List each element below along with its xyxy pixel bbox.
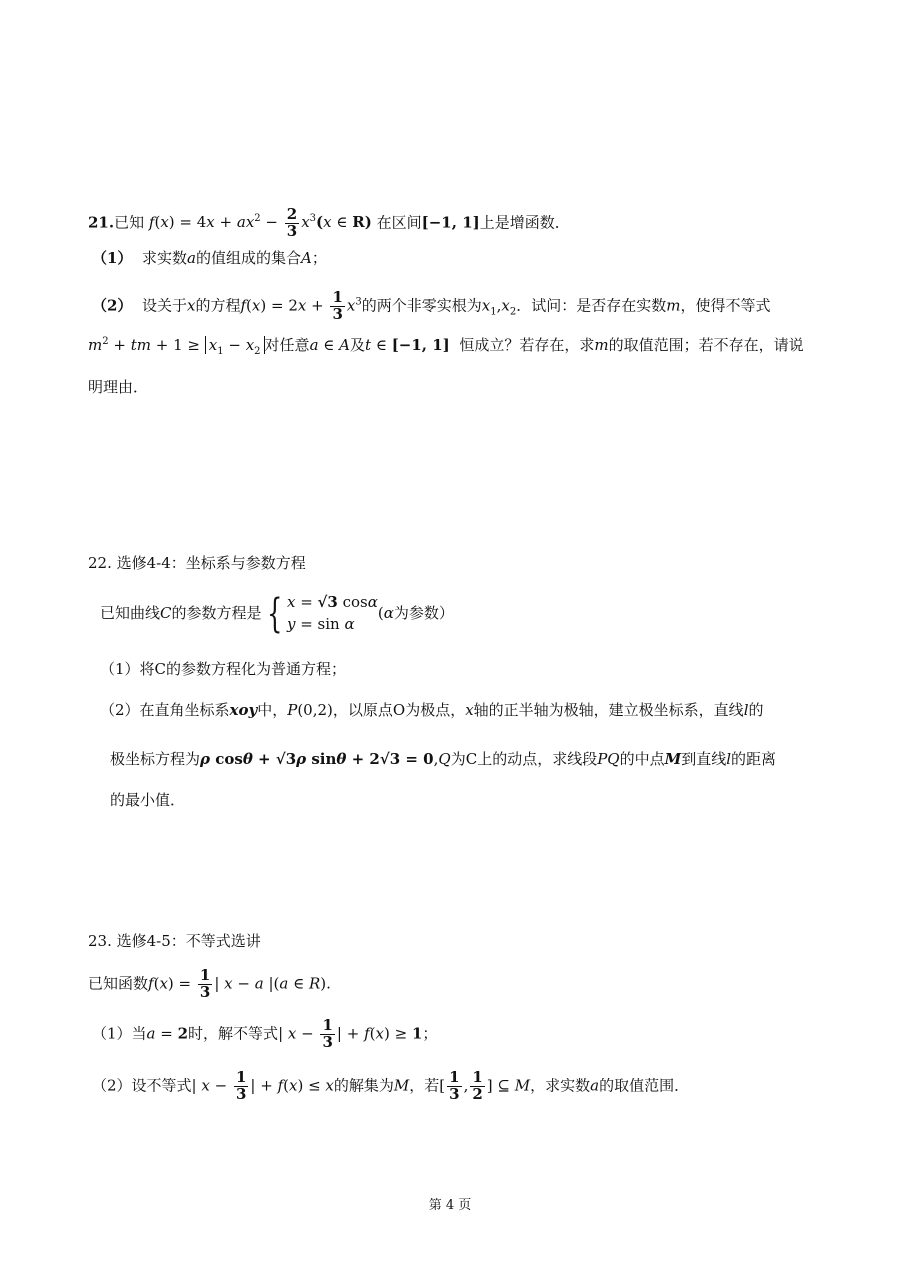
q22-part2-line2-a: 极坐标方程为 <box>110 750 201 768</box>
q21-intro: 已知 <box>114 213 145 232</box>
q22-part2-line2-d: 到直线 <box>681 750 727 768</box>
q22-part2-b: 中， <box>257 701 288 719</box>
q22-system: x = √3 cosα y = sin α <box>286 593 378 633</box>
q21-line1 <box>88 207 570 240</box>
q21-line3-text4: 的取值范围；若不存在，请说 <box>608 336 804 354</box>
q23-part1-a: （1）当 <box>92 1024 147 1043</box>
q21-line3-text: 对任意 <box>264 336 310 354</box>
q21-part1-end: ； <box>311 249 327 267</box>
q21-part2: （2） 设关于x的方程f(x) = 2x + $\frac{1}{3}$ $x^3$的两个非零实根为$x_1,x_2$．试问：是否存在实数m，使得不等式 <box>92 288 771 323</box>
q23-part2-fraction-b: $\frac{1}{2}$ <box>472 1068 483 1103</box>
q22-part2-d: 轴的正半轴为极轴，建立极坐标系，直线 <box>473 701 744 719</box>
q23-stem: 已知函数f(x) = $\frac{1}{3}$ | x − a |(a ∈ R). <box>88 966 331 1001</box>
q21-interval-label: 在区间 <box>376 213 422 232</box>
q21-line3-text2: 及 <box>350 336 366 354</box>
q21-part1-text: 求实数 <box>141 249 187 267</box>
q21-part2-text5: ，使得不等式 <box>680 296 771 315</box>
q23-part2-a: （2）设不等式 <box>92 1076 192 1095</box>
q23-part2-fraction-a: $\frac{1}{3}$ <box>449 1068 460 1103</box>
q22-part1: （1）将C的参数方程化为普通方程； <box>100 660 347 678</box>
q22-part2-e: 的 <box>748 701 764 719</box>
q23-part2-d: ，求实数 <box>530 1076 591 1095</box>
q23-stem-fraction: $\frac{1}{3}$ <box>199 966 211 1001</box>
q23-part2-e: 的取值范围． <box>599 1076 690 1095</box>
q21-part2-fraction: $\frac{1}{3}$ <box>332 288 343 323</box>
q23-part1-fraction: $\frac{1}{3}$ <box>322 1016 333 1051</box>
q21-part1-text2: 的值组成的集合 <box>195 249 301 267</box>
q21-part2-text4: ．试问：是否存在实数 <box>516 296 667 315</box>
q23-part1-end: ； <box>422 1024 438 1043</box>
q21-function: f <box>148 213 155 232</box>
page-footer: 第 4 页 <box>428 1198 472 1213</box>
q23-part2-b: 的解集为 <box>333 1076 394 1095</box>
q21-line3: $m^2$ + tm + $1 \ge x_1 - x_2$ 对任意a ∈ A及t ∈ [−1, 1] 恒成立？若存在，求m的取值范围；若不存在，请说 <box>88 336 804 357</box>
q22-part2-line2-e: 的距离 <box>731 750 777 768</box>
q21-part2-text: 设关于 <box>141 296 187 315</box>
q22-part2-line2-b: 为C上的动点，求线段 <box>450 750 598 768</box>
q21-part2-text3: 的两个非零实根为 <box>361 296 482 315</box>
q22-part2: （2）在直角坐标系xoy中，P(0,2)，以原点O为极点，x轴的正半轴为极轴，建立极坐标系，直线l的 <box>100 701 764 719</box>
q21-number: 21. <box>88 213 115 232</box>
q23-part2-c: ，若 <box>409 1076 440 1095</box>
q22-part2-line3: 的最小值． <box>110 791 186 809</box>
q21-line3-text3: 恒成立？若存在，求 <box>459 336 595 354</box>
q21-part2-label: （2） <box>92 296 133 315</box>
q21-expr2: $x^3(x$ ∈ R) <box>301 213 372 232</box>
q21-interval: [−1, 1] <box>421 213 480 232</box>
q22-part2-a: （2）在直角坐标系 <box>100 701 230 719</box>
q22-param-note: 为参数） <box>393 603 454 622</box>
q23-stem-text: 已知函数 <box>88 974 149 993</box>
q22-stem: 已知曲线C的参数方程是 { x = √3 cosα y = sin α(α为参数） <box>100 590 454 637</box>
q22-title: 22. 选修4-4：坐标系与参数方程 <box>88 554 306 572</box>
q22-part2-line2: 极坐标方程为ρ cosθ + √3ρ sinθ + 2√3 = 0,Q为C上的动点，求线段PQ的中点M到直线l的距离 <box>110 750 777 768</box>
q23-part2: （2）设不等式| x − $\frac{1}{3}$ | + f(x) ≤ x的解集为M，若[ $\frac{1}{3}$ , $\frac{1}{2}$ ] ⊆ M，求实数a的取值范围． <box>92 1068 690 1103</box>
q23-part1: （1）当a = 2时，解不等式| x − $\frac{1}{3}$ | + f(x) ≥ 1； <box>92 1016 438 1051</box>
q22-stem-text: 已知曲线 <box>100 603 161 622</box>
q21-part1-label: （1） <box>92 249 133 267</box>
q21-part2-text2: 的方程 <box>195 296 241 315</box>
q21-line4: 明理由． <box>88 378 149 396</box>
q23-part1-b: 时，解不等式 <box>188 1024 279 1043</box>
q23-part2-fraction: $\frac{1}{3}$ <box>235 1068 247 1103</box>
q21-fraction: $\frac{2}{3}$ <box>286 205 298 240</box>
q21-interval-end: 上是增函数． <box>479 213 570 232</box>
q22-stem-text2: 的参数方程是 <box>171 603 262 622</box>
q21-part1: （1） 求实数a的值组成的集合A； <box>92 249 327 267</box>
q22-part2-c: ，以原点O为极点， <box>332 701 466 719</box>
q22-brace: { <box>266 590 282 637</box>
q23-title: 23. 选修4-5：不等式选讲 <box>88 932 261 950</box>
q22-part2-line2-c: 的中点 <box>619 750 665 768</box>
q21-expr: $(x) = 4x + ax^2$ − <box>154 213 283 232</box>
